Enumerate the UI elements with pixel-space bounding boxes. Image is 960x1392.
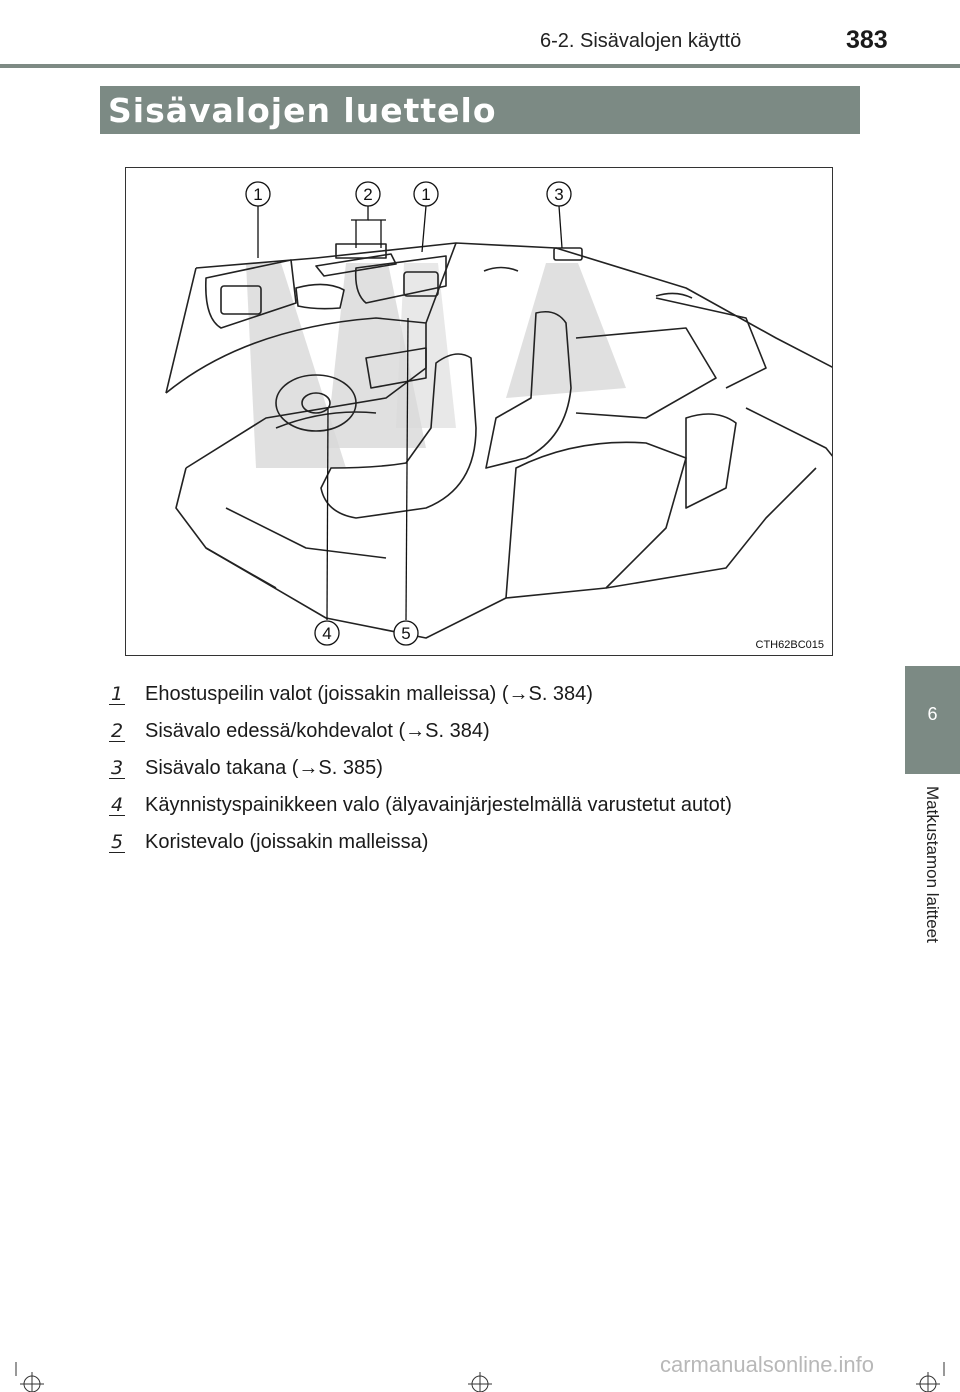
registration-mark-icon [906,1362,950,1392]
list-item [109,750,869,787]
watermark: carmanualsonline.info [660,1352,875,1377]
item-number: 4 [110,794,124,816]
callout-label-1: 1 [253,185,263,204]
item-text: Käynnistyspainikkeen valo (älyavainjärjestelmällä varustetut autot) [145,794,732,816]
section-title: Sisävalojen luettelo [108,91,497,130]
header-rule [0,64,960,68]
list-item [109,713,869,750]
light-list [109,676,869,861]
callout-label-4: 4 [322,624,332,643]
list-item [109,676,869,713]
item-text: Koristevalo (joissakin malleissa) [145,831,429,853]
car-interior-illustration [126,168,833,656]
item-number: 2 [110,720,124,742]
item-number: 1 [110,683,124,705]
list-item [109,787,869,824]
callout-label-2: 2 [363,185,373,204]
item-text: Ehostuspeilin valot (joissakin malleissa) (→S. 384) [145,683,593,705]
registration-mark-icon [458,1362,502,1392]
item-text: Sisävalo takana (→S. 385) [145,757,383,779]
chapter-number: 6 [927,704,938,724]
item-number: 3 [110,757,124,779]
registration-mark-icon [10,1362,54,1392]
callout-label-1b: 1 [421,185,431,204]
callout-label-3: 3 [554,185,564,204]
callout-label-5: 5 [401,624,411,643]
item-text: Sisävalo edessä/kohdevalot (→S. 384) [145,720,490,742]
figure-code: CTH62BC015 [755,639,824,651]
item-number: 5 [110,831,124,853]
chapter-tab [905,666,960,774]
chapter-label: Matkustamon laitteet [923,786,942,943]
page-number: 383 [846,26,888,54]
list-item [109,824,869,861]
running-header: 6-2. Sisävalojen käyttö [540,30,742,52]
interior-lights-figure [125,167,833,656]
section-banner [100,86,860,134]
